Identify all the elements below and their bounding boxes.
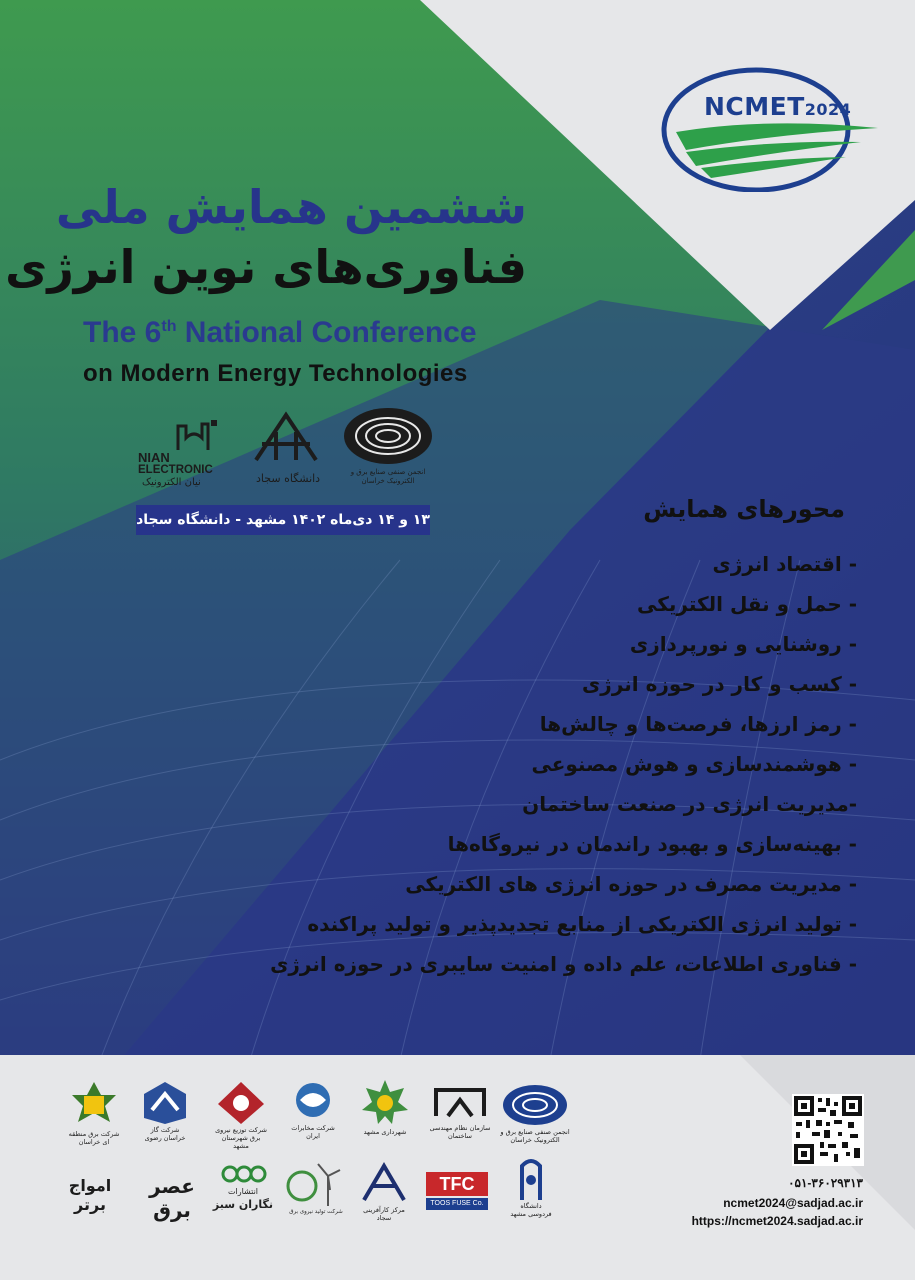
ketec-emblem-icon (140, 1080, 190, 1126)
title-en-line2: on Modern Energy Technologies (83, 360, 468, 387)
partner-tfc-sub: TOOS FUSE Co. (426, 1198, 488, 1210)
mokhaberat-emblem-icon (286, 1080, 340, 1124)
topic-item: -مدیریت انرژی در صنعت ساختمان (522, 792, 857, 816)
partner-mokhaberat-logo (286, 1080, 340, 1150)
nian-text-3: نیان الکترونیک (142, 477, 201, 488)
partner-tfc-logo (426, 1172, 488, 1212)
ncmet-brand: NCMET2024 (704, 92, 852, 121)
partner-ferdowsi-logo (508, 1156, 554, 1220)
kanoon-emblem-icon (356, 1162, 412, 1204)
title-fa-line2: فناوری‌های نوین انرژی (5, 240, 527, 294)
sajjad-text: دانشگاه سجاد (256, 472, 321, 485)
kiafee-small-emblem-icon (500, 1082, 570, 1128)
date-location-badge: ۱۳ و ۱۴ دی‌ماه ۱۴۰۲ مشهد - دانشگاه سجاد (136, 505, 430, 535)
nezam-emblem-icon (428, 1082, 492, 1122)
ncmet-year: 2024 (804, 100, 852, 119)
partner-negaran-text: نگاران سبز (212, 1198, 274, 1211)
partner-kanoon-logo (356, 1162, 412, 1222)
partner-amvaj-text: امواج برتر (68, 1176, 112, 1214)
nian-building-icon (136, 420, 222, 452)
partner-nezam-logo (428, 1082, 492, 1150)
topic-item: - روشنایی و نورپردازی (629, 632, 857, 656)
topic-item: - حمل و نقل الکتریکی (637, 592, 857, 616)
partner-negaran-pub-text: انتشارات (227, 1187, 259, 1196)
topic-item: - اقتصاد انرژی (712, 552, 857, 576)
topics-title: محورهای همایش (643, 495, 845, 523)
partner-barq-mantaqe-text: شرکت برق منطقه ای خراسان (68, 1130, 120, 1146)
partner-asre-bargh-logo (136, 1166, 208, 1222)
kiafee-emblem-icon (340, 404, 436, 466)
nian-text-1: NIAN (138, 450, 170, 465)
topic-item: - مدیریت مصرف در حوزه انرژی های الکتریکی (405, 872, 857, 896)
wind-turbine-icon (280, 1158, 352, 1208)
tozi-emblem-icon (214, 1080, 268, 1126)
partner-mashhad-logo (358, 1078, 412, 1150)
nian-electronic-logo (136, 420, 222, 490)
title-fa-line1: ششمین همایش ملی (55, 180, 527, 234)
partner-tfc-main: TFC (426, 1172, 488, 1196)
ncmet-logo (656, 62, 886, 192)
topic-item: - رمز ارزها، فرصت‌ها و چالش‌ها (539, 712, 857, 736)
partner-mokhaberat-text: شرکت مخابرات ایران (291, 1124, 335, 1140)
qr-code-icon (792, 1094, 864, 1166)
contact-email[interactable]: ncmet2024@sadjad.ac.ir (723, 1196, 863, 1210)
title-en-line1: The 6th National Conference (83, 316, 477, 349)
sajjad-university-logo (246, 410, 326, 492)
negaran-leaf-icon (212, 1162, 274, 1186)
qr-code[interactable] (792, 1094, 864, 1166)
partner-ketec-logo (140, 1080, 190, 1150)
partner-ketec-text: شرکت گاز خراسان رضوی (144, 1126, 186, 1142)
partner-mashhad-text: شهرداری مشهد (363, 1128, 407, 1136)
sajjad-emblem-icon (246, 410, 326, 470)
partner-kiafee-small-text: انجمن صنفی صنایع برق و الکترونیک خراسان (500, 1128, 570, 1144)
partner-asre-bargh-text: عصر برق (149, 1174, 195, 1222)
topic-item: - هوشمندسازی و هوش مصنوعی (531, 752, 857, 776)
contact-url[interactable]: https://ncmet2024.sadjad.ac.ir (691, 1214, 863, 1228)
kiafee-text: انجمن صنفی صنایع برق و الکترونیک خراسان (350, 468, 426, 485)
partner-tozi-text: شرکت توزیع نیروی برق شهرستان مشهد (215, 1126, 267, 1150)
partner-energy-co-logo (280, 1158, 352, 1222)
ferdowsi-emblem-icon (508, 1156, 554, 1202)
partner-kiafee-small-logo (500, 1082, 570, 1150)
topic-item: - بهینه‌سازی و بهبود راندمان در نیروگاه‌ها (447, 832, 857, 856)
partner-nezam-text: سازمان نظام مهندسی ساختمان (429, 1124, 491, 1140)
partner-barq-mantaqe-logo (66, 1080, 122, 1150)
topic-item: - کسب و کار در حوزه انرژی (581, 672, 857, 696)
partner-negaran-logo (212, 1162, 274, 1220)
topics-list (177, 544, 857, 984)
topic-item: - فناوری اطلاعات، علم داده و امنیت سایبری در حوزه انرژی (270, 952, 857, 976)
star-emblem-icon (66, 1080, 122, 1130)
partner-amvaj-logo (52, 1164, 128, 1218)
partner-kanoon-text: مرکز کارآفرینی سجاد (363, 1206, 405, 1222)
ncmet-logo-swoosh-icon (656, 62, 886, 192)
contact-phone: ۰۵۱-۳۶۰۲۹۳۱۳ (788, 1176, 863, 1190)
nian-text-2: ELECTRONIC (138, 464, 213, 476)
mashhad-emblem-icon (358, 1078, 412, 1126)
partner-tozi-logo (214, 1080, 268, 1150)
partner-energy-co-text: شرکت تولید نیروی برق (289, 1209, 343, 1215)
topic-item: - تولید انرژی الکتریکی از منابع تجدیدپذیر و تولید پراکنده (307, 912, 857, 936)
partner-ferdowsi-text: دانشگاه فردوسی مشهد (510, 1202, 552, 1218)
kiafee-logo (340, 404, 436, 496)
